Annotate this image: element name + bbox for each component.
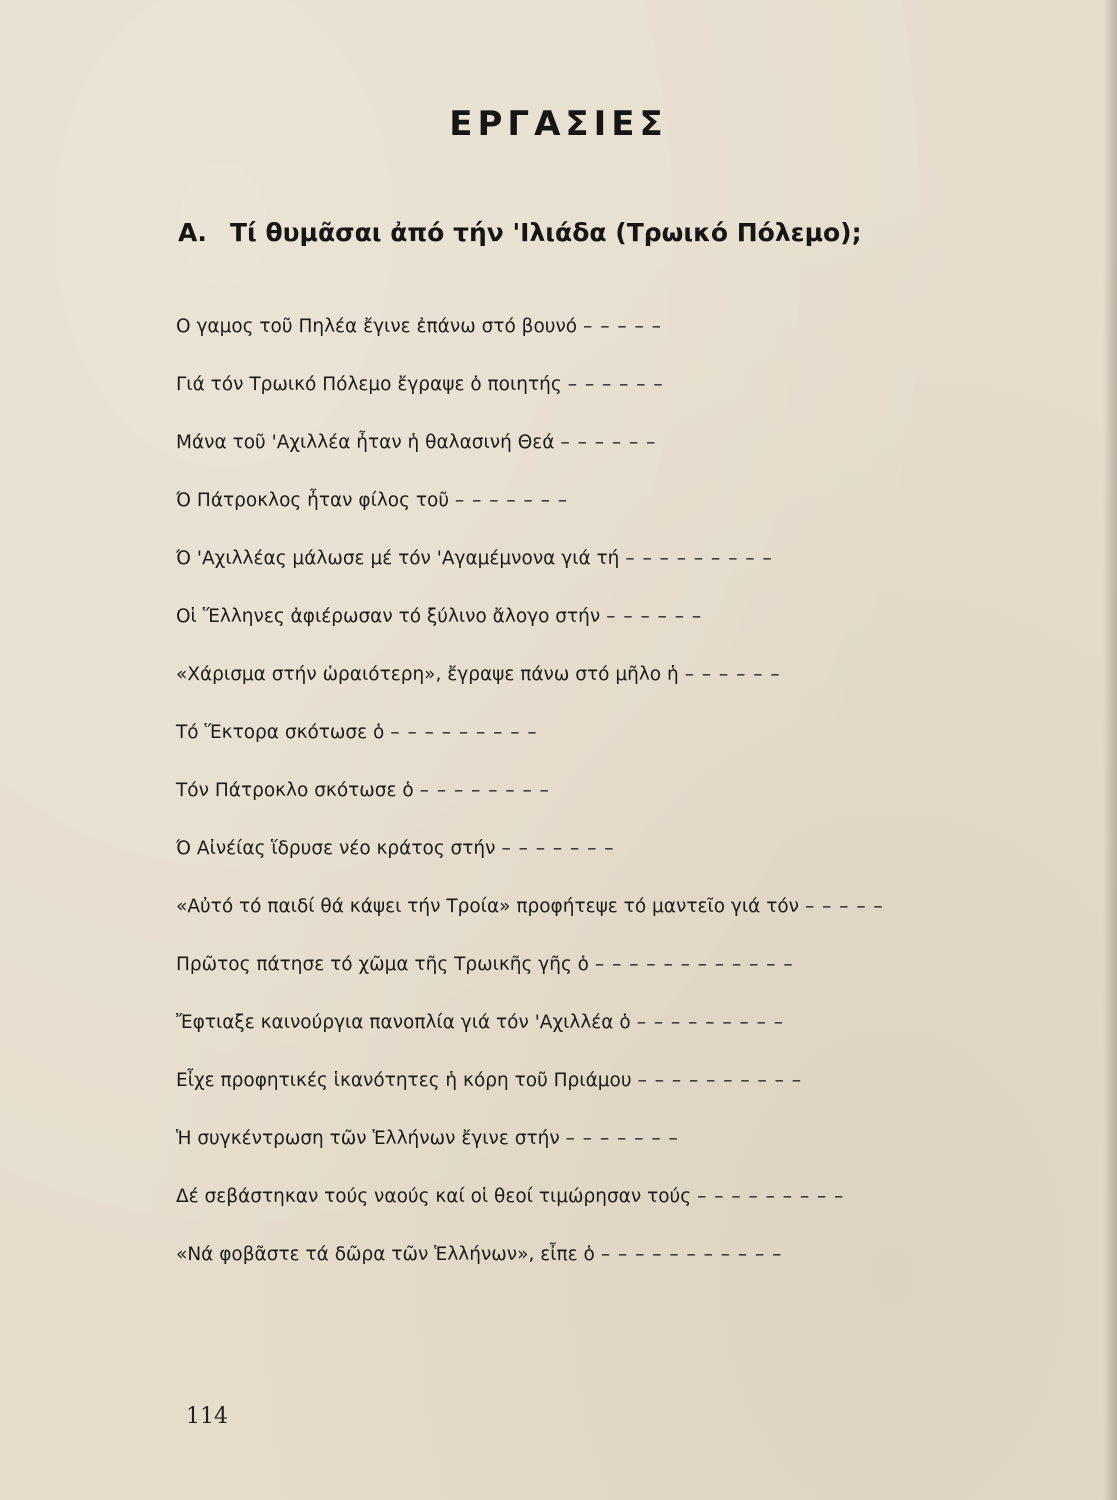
answer-blank: – – – – – – – – – bbox=[390, 722, 538, 743]
exercise-text: Ἔφτιαξε καινούργια πανοπλία γιά τόν 'Αχιλλέα ὁ bbox=[176, 1012, 631, 1033]
exercise-item bbox=[176, 1004, 1056, 1062]
answer-blank: – – – – – – – – bbox=[419, 780, 550, 801]
answer-blank: – – – – – – – bbox=[455, 490, 569, 511]
exercise-text: Τόν Πάτροκλο σκότωσε ὁ bbox=[176, 780, 414, 801]
exercise-item bbox=[176, 772, 1056, 830]
answer-blank: – – – – – – – – – bbox=[625, 548, 773, 569]
answer-blank: – – – – – – bbox=[560, 432, 657, 453]
exercise-item bbox=[176, 656, 1056, 714]
exercise-item bbox=[176, 888, 1056, 946]
exercise-list bbox=[176, 308, 1056, 1294]
section-letter: Α. bbox=[178, 218, 207, 247]
answer-blank: – – – – – – – – – bbox=[697, 1186, 845, 1207]
page-number: 114 bbox=[186, 1404, 228, 1429]
exercise-item bbox=[176, 424, 1056, 482]
exercise-text: Μάνα τοῦ 'Αχιλλέα ἦταν ἡ θαλασινή Θεά bbox=[176, 432, 555, 453]
answer-blank: – – – – – – – – – bbox=[636, 1012, 784, 1033]
exercise-text: Ο γαμος τοῦ Πηλέα ἔγινε ἐπάνω στό βουνό bbox=[176, 316, 578, 337]
answer-blank: – – – – – – – – – – – bbox=[600, 1244, 783, 1265]
answer-blank: – – – – – – – – – – – – bbox=[595, 954, 794, 975]
answer-blank: – – – – – bbox=[805, 896, 884, 917]
exercise-item bbox=[176, 1178, 1056, 1236]
section-heading-text: Τί θυμᾶσαι ἀπό τήν 'Ιλιάδα (Τρωικό Πόλεμο); bbox=[230, 218, 862, 247]
section-heading bbox=[178, 218, 862, 247]
exercise-item bbox=[176, 714, 1056, 772]
answer-blank: – – – – – – bbox=[606, 606, 703, 627]
answer-blank: – – – – – – bbox=[684, 664, 781, 685]
exercise-item bbox=[176, 1236, 1056, 1294]
exercise-item bbox=[176, 366, 1056, 424]
book-spine-shadow bbox=[1103, 0, 1117, 1500]
exercise-item bbox=[176, 946, 1056, 1004]
answer-blank: – – – – – bbox=[583, 316, 662, 337]
exercise-text: Ἡ συγκέντρωση τῶν Ἑλλήνων ἔγινε στήν bbox=[176, 1128, 560, 1149]
answer-blank: – – – – – – – bbox=[501, 838, 615, 859]
exercise-text: Εἶχε προφητικές ἱκανότητες ἡ κόρη τοῦ Πριάμου bbox=[176, 1070, 632, 1091]
exercise-text: Δέ σεβάστηκαν τούς ναούς καί οἱ θεοί τιμώρησαν τούς bbox=[176, 1186, 692, 1207]
page-title: ΕΡΓΑΣΙΕΣ bbox=[449, 104, 668, 144]
exercise-text: «Νά φοβᾶστε τά δῶρα τῶν Ἑλλήνων», εἶπε ὁ bbox=[176, 1244, 595, 1265]
answer-blank: – – – – – – – – – – bbox=[637, 1070, 802, 1091]
exercise-text: Πρῶτος πάτησε τό χῶμα τῆς Τρωικῆς γῆς ὁ bbox=[176, 954, 589, 975]
exercise-text: Ό 'Αχιλλέας μάλωσε μέ τόν 'Αγαμέμνονα γιά τή bbox=[176, 548, 620, 569]
exercise-text: Οἱ Ἕλληνες ἀφιέρωσαν τό ξύλινο ἄλογο στήν bbox=[176, 606, 601, 627]
exercise-item bbox=[176, 308, 1056, 366]
exercise-text: «Αὐτό τό παιδί θά κάψει τήν Τροία» προφήτεψε τό μαντεῖο γιά τόν bbox=[176, 896, 799, 917]
exercise-text: Ό Αἰνέίας ἵδρυσε νέο κράτος στήν bbox=[176, 838, 496, 859]
exercise-text: Ό Πάτροκλος ἦταν φίλος τοῦ bbox=[176, 490, 450, 511]
exercise-item bbox=[176, 1120, 1056, 1178]
exercise-item bbox=[176, 482, 1056, 540]
answer-blank: – – – – – – bbox=[567, 374, 664, 395]
exercise-item bbox=[176, 1062, 1056, 1120]
exercise-text: Γιά τόν Τρωικό Πόλεμο ἔγραψε ὁ ποιητής bbox=[176, 374, 562, 395]
answer-blank: – – – – – – – bbox=[565, 1128, 679, 1149]
exercise-text: Τό Ἕκτορα σκότωσε ὁ bbox=[176, 722, 385, 743]
exercise-item bbox=[176, 830, 1056, 888]
exercise-item bbox=[176, 540, 1056, 598]
exercise-text: «Χάρισμα στήν ὡραιότερη», ἔγραψε πάνω στό μῆλο ἡ bbox=[176, 664, 679, 685]
exercise-item bbox=[176, 598, 1056, 656]
